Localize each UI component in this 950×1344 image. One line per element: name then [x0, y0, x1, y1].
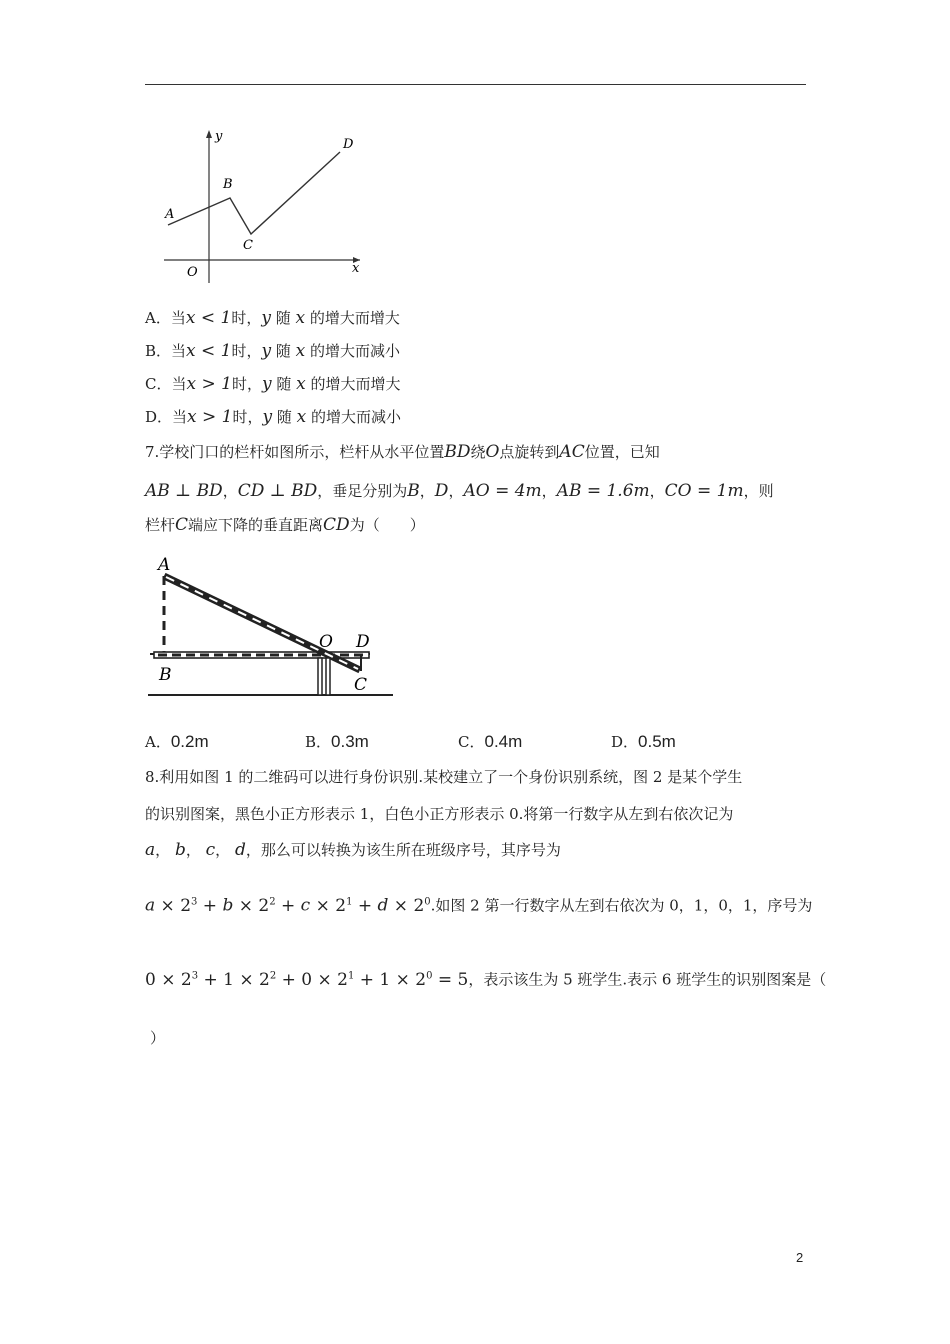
- q7-line-2: AB ⊥ BD，CD ⊥ BD，垂足分别为B，D，AO = 4m，AB = 1.6m，CO = 1m，则: [145, 481, 774, 501]
- graph-polyline: [168, 152, 340, 234]
- q6-option-b: B．当x < 1时，y 随 x 的增大而减小: [145, 341, 401, 361]
- q6-option-a: A．当x < 1时，y 随 x 的增大而增大: [145, 308, 400, 328]
- q7-option-a: A．0.2m: [145, 732, 209, 751]
- q7-option-c: C．0.4m: [458, 732, 523, 751]
- label-y: y: [215, 129, 223, 144]
- label-b: B: [223, 177, 233, 192]
- label-c: C: [243, 238, 253, 253]
- piecewise-graph: [160, 128, 370, 288]
- q7-line-1: 7.学校门口的栏杆如图所示，栏杆从水平位置BD绕O点旋转到AC位置，已知: [145, 442, 660, 462]
- q7-line-3: 栏杆C端应下降的垂直距离CD为（ ）: [145, 515, 425, 535]
- fig-label-d: D: [356, 632, 370, 652]
- q8-example-line: $0 \times 2^3 + 1 \times 2^2 + 0 \times 2^1 + 1 \times 2^0 = 5$，表示该生为 5 班学生.表示 6 班学生的识别图案是（: [145, 969, 827, 990]
- q8-close-paren: ）: [150, 1029, 166, 1047]
- general-formula: a: [145, 895, 156, 916]
- example-formula: $0 \times 2^3 + 1 \times 2^2 + 0 \times 2^1 + 1 \times 2^0 = 5$: [145, 969, 469, 990]
- label-a: A: [165, 207, 175, 222]
- label-d: D: [343, 137, 354, 152]
- post-left: [318, 658, 322, 695]
- post-right: [326, 658, 330, 695]
- label-o: O: [187, 265, 198, 280]
- q8-line-1: 8.利用如图 1 的二维码可以进行身份识别.某校建立了一个身份识别系统，图 2 是某个学生: [145, 768, 743, 786]
- q8-formula-line: $a \times 2^3 + b \times 2^2 + c \times 2^1 + d \times 2^0$.如图 2 第一行数字从左到右依次为 0，1，0，1，序号为: [145, 895, 813, 916]
- fig-label-o: O: [319, 632, 333, 652]
- fig-label-b: B: [159, 665, 172, 685]
- q6-option-c: C．当x > 1时，y 随 x 的增大而增大: [145, 374, 401, 394]
- q8-line-2: 的识别图案，黑色小正方形表示 1，白色小正方形表示 0.将第一行数字从左到右依次记为: [145, 805, 734, 823]
- barrier-figure: [148, 552, 398, 700]
- fig-label-a: A: [158, 555, 171, 575]
- q7-option-d: D．0.5m: [611, 732, 676, 751]
- q7-option-b: B．0.3m: [305, 732, 369, 751]
- page-number: 2: [796, 1250, 804, 1265]
- y-axis-arrow: [206, 130, 212, 138]
- label-x: x: [352, 261, 360, 276]
- q6-option-d: D．当x > 1时，y 随 x 的增大而减小: [145, 407, 402, 427]
- q8-line-3: a， b， c， d，那么可以转换为该生所在班级序号，其序号为: [145, 840, 561, 860]
- header-rule: [145, 84, 806, 85]
- fig-label-c: C: [354, 675, 368, 695]
